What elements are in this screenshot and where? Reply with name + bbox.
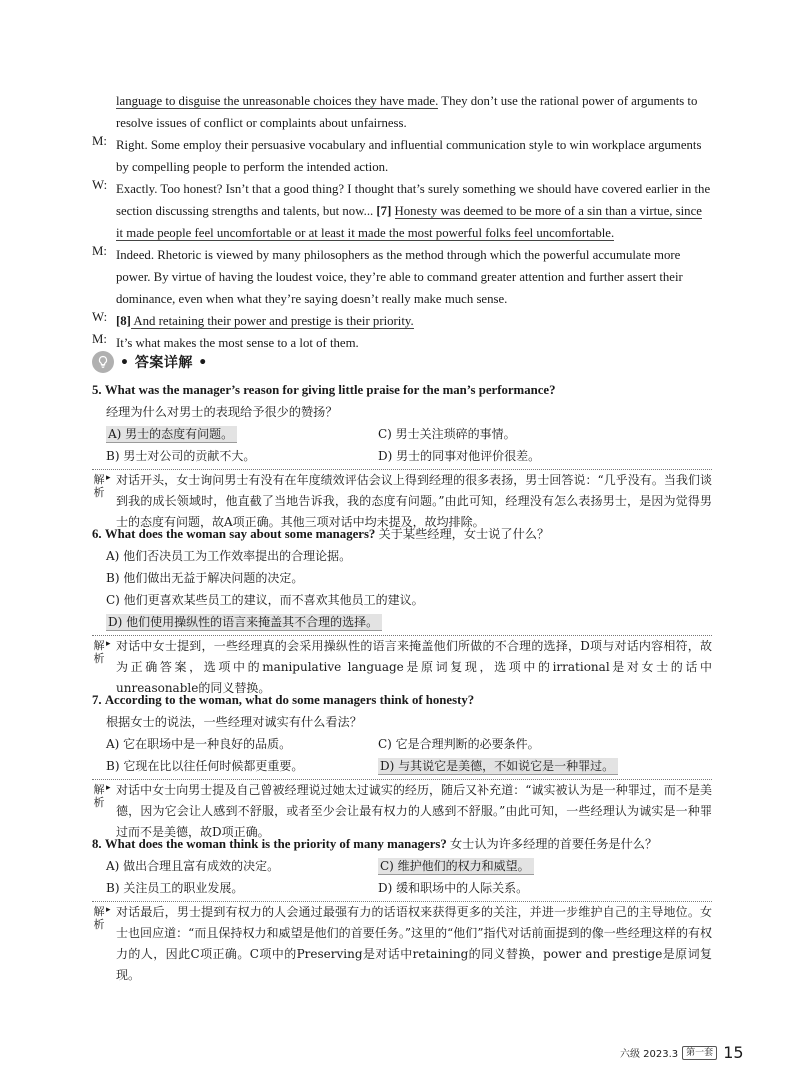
lightbulb-icon bbox=[92, 351, 114, 373]
question-translation: 女士认为许多经理的首要任务是什么？ bbox=[449, 837, 658, 851]
question-block bbox=[92, 833, 712, 986]
answer-option[interactable] bbox=[106, 755, 378, 777]
analysis-tag-char: 析 bbox=[93, 486, 105, 499]
dialogue-text bbox=[116, 90, 712, 134]
analysis-tag-char: 解 bbox=[93, 473, 105, 486]
dialogue-text bbox=[116, 134, 712, 178]
speaker-label: W: bbox=[92, 178, 108, 192]
option-label: C) 它是合理判断的必要条件。 bbox=[378, 737, 540, 751]
option-label: C) 男士关注琐碎的事情。 bbox=[378, 427, 516, 441]
question-line bbox=[92, 523, 712, 545]
correct-answer-highlight: A) 男士的态度有问题。 bbox=[106, 426, 237, 443]
page-footer bbox=[620, 1043, 744, 1062]
analysis-tag-char: 析 bbox=[93, 918, 105, 931]
speaker-label: W: bbox=[92, 310, 108, 324]
question-text: What does the woman think is the priority of many managers? bbox=[104, 837, 447, 851]
arrow-icon: ▸ bbox=[106, 473, 111, 483]
analysis-tag-char: 解 bbox=[93, 783, 105, 796]
answer-option[interactable] bbox=[106, 611, 666, 633]
underlined-text: And retaining their power and prestige is their priority. bbox=[130, 314, 414, 328]
answer-option[interactable] bbox=[378, 855, 650, 877]
correct-answer-highlight: D) 与其说它是美德，不如说它是一种罪过。 bbox=[378, 758, 618, 775]
dialogue-text bbox=[116, 310, 712, 332]
question-translation: 根据女士的说法，一些经理对诚实有什么看法？ bbox=[106, 715, 362, 729]
speaker-label: M: bbox=[92, 134, 107, 148]
section-title: • 答案详解 • bbox=[120, 355, 208, 371]
question-block bbox=[92, 689, 712, 843]
dialogue-line bbox=[92, 90, 712, 134]
page-number: 15 bbox=[723, 1043, 744, 1062]
dialogue-segment: They don’t use the rational power of arguments to resolve issues of conflict or complaints about unfairness. bbox=[116, 94, 698, 130]
question-line bbox=[92, 689, 712, 711]
section-header bbox=[92, 351, 208, 373]
option-label: A) 它在职场中是一种良好的品质。 bbox=[106, 737, 292, 751]
analysis-tag-char: 析 bbox=[93, 652, 105, 665]
dialogue-segment: It’s what makes the most sense to a lot of them. bbox=[116, 336, 359, 350]
question-line bbox=[92, 379, 712, 401]
question-block bbox=[92, 379, 712, 533]
correct-answer-highlight: C) 维护他们的权力和威望。 bbox=[378, 858, 534, 875]
question-translation: 经理为什么对男士的表现给予很少的赞扬？ bbox=[106, 405, 338, 419]
question-text: What was the manager’s reason for giving little praise for the man’s performance? bbox=[104, 383, 556, 397]
answer-option[interactable] bbox=[106, 877, 378, 899]
analysis-tag-char: 解 bbox=[93, 639, 105, 652]
question-number: 7. bbox=[92, 693, 102, 707]
question-marker: [7] bbox=[376, 204, 392, 218]
analysis-text: 对话中女士提到，一些经理真的会采用操纵性的语言来掩盖他们所做的不合理的选择，D项与对话内容相符，故为正确答案，选项中的manipulative language是原词复现，选项中的irrational是对女士的话中unreasonable的同义替换。 bbox=[116, 639, 712, 695]
analysis-tag-char: 析 bbox=[93, 796, 105, 809]
dialogue-text bbox=[116, 178, 712, 244]
question-number: 5. bbox=[92, 383, 102, 397]
speaker-label: M: bbox=[92, 244, 107, 258]
underlined-text: Honesty was deemed to be more of a sin than a virtue, since it made people feel uncomfortable or at least it made the most powerful folks feel uncomfortable. bbox=[116, 204, 702, 240]
arrow-icon: ▸ bbox=[106, 639, 111, 649]
answer-option[interactable] bbox=[378, 445, 650, 467]
speaker-label: M: bbox=[92, 332, 107, 346]
question-marker: [8] bbox=[116, 314, 131, 328]
dialogue-segment: Right. Some employ their persuasive vocabulary and influential communication style to win workplace arguments by compelling people to perform the intended action. bbox=[116, 138, 702, 174]
answer-option[interactable] bbox=[378, 733, 650, 755]
correct-answer-highlight: D) 他们使用操纵性的语言来掩盖其不合理的选择。 bbox=[106, 614, 382, 631]
answer-option[interactable] bbox=[106, 445, 378, 467]
answer-options bbox=[92, 855, 712, 899]
analysis-text: 对话中女士向男士提及自己曾被经理说过她太过诚实的经历，随后又补充道：“诚实被认为是一种罪过，而不是美德，因为它会让人感到不舒服，或者至少会让最有权力的人感到不舒服。”由此可知，一些经理认为诚实是一种罪过而不是美德，故D项正确。 bbox=[116, 783, 712, 839]
option-label: C) 他们更喜欢某些员工的建议，而不喜欢其他员工的建议。 bbox=[106, 593, 424, 607]
option-label: B) 它现在比以往任何时候都更重要。 bbox=[106, 759, 304, 773]
question-block bbox=[92, 523, 712, 699]
question-text: According to the woman, what do some managers think of honesty? bbox=[104, 693, 475, 707]
answer-option[interactable] bbox=[106, 589, 666, 611]
answer-option[interactable] bbox=[106, 733, 378, 755]
answer-option[interactable] bbox=[106, 567, 666, 589]
answer-option[interactable] bbox=[378, 755, 650, 777]
arrow-icon: ▸ bbox=[106, 905, 111, 915]
option-label: A) 做出合理且富有成效的决定。 bbox=[106, 859, 280, 873]
option-label: B) 他们做出无益于解决问题的决定。 bbox=[106, 571, 304, 585]
dialogue-segment: Exactly. Too honest? Isn’t that a good thing? I thought that’s surely something we should have covered earlier in the section discussing strengths and talents, but now... bbox=[116, 182, 711, 218]
magazine-issue: 六级 2023.3 bbox=[620, 1049, 679, 1060]
analysis-text: 对话开头，女士询问男士有没有在年度绩效评估会议上得到经理的很多表扬，男士回答说：“几乎没有。当我们谈到我的成长领域时，他直截了当地告诉我，我的态度有问题。”由此可知，经理没有怎么表扬男士，是因为觉得男士的态度有问题，故A项正确。其他三项对话中均未提及，故均排除。 bbox=[116, 473, 712, 529]
answer-option[interactable] bbox=[106, 423, 378, 445]
analysis-text: 对话最后，男士提到有权力的人会通过最强有力的话语权来获得更多的关注，并进一步维护自己的主导地位。女士也回应道：“而且保持权力和威望是他们的首要任务。”这里的“他们”指代对话前面提到的像一些经理这样的有权力的人，因此C项正确。C项中的Preserving是对话中retaining的同义替换，power and prestige是原词复现。 bbox=[116, 905, 712, 982]
dialogue-segment: Indeed. Rhetoric is viewed by many philosophers as the method through which the powerful accumulate more power. By virtue of having the loudest voice, they’re able to command greater attention and further assert their dominance, even when what they’re saying doesn’t really make much sense. bbox=[116, 248, 683, 306]
answer-options bbox=[92, 545, 712, 633]
answer-options bbox=[92, 423, 712, 467]
dialogue-transcript bbox=[92, 90, 712, 354]
answer-option[interactable] bbox=[106, 545, 666, 567]
dialogue-line bbox=[92, 178, 712, 244]
question-line bbox=[92, 833, 712, 855]
dialogue-line bbox=[92, 244, 712, 310]
analysis-block bbox=[92, 901, 712, 986]
option-label: B) 关注员工的职业发展。 bbox=[106, 881, 244, 895]
option-label: D) 男士的同事对他评价很差。 bbox=[378, 449, 541, 463]
dialogue-line bbox=[92, 310, 712, 332]
answer-option[interactable] bbox=[378, 423, 650, 445]
option-label: D) 缓和职场中的人际关系。 bbox=[378, 881, 529, 895]
question-text: What does the woman say about some managers? bbox=[104, 527, 376, 541]
arrow-icon: ▸ bbox=[106, 783, 111, 793]
answer-option[interactable] bbox=[106, 855, 378, 877]
dialogue-text bbox=[116, 244, 712, 310]
question-translation: 关于某些经理，女士说了什么？ bbox=[378, 527, 550, 541]
option-label: A) 他们否决员工为工作效率提出的合理论据。 bbox=[106, 549, 352, 563]
dialogue-line bbox=[92, 134, 712, 178]
volume-badge: 第一套 bbox=[682, 1046, 717, 1060]
question-number: 6. bbox=[92, 527, 102, 541]
question-number: 8. bbox=[92, 837, 102, 851]
option-label: B) 男士对公司的贡献不大。 bbox=[106, 449, 256, 463]
answer-option[interactable] bbox=[378, 877, 650, 899]
analysis-tag-char: 解 bbox=[93, 905, 105, 918]
underlined-text: language to disguise the unreasonable choices they have made. bbox=[116, 94, 439, 108]
answer-options bbox=[92, 733, 712, 777]
